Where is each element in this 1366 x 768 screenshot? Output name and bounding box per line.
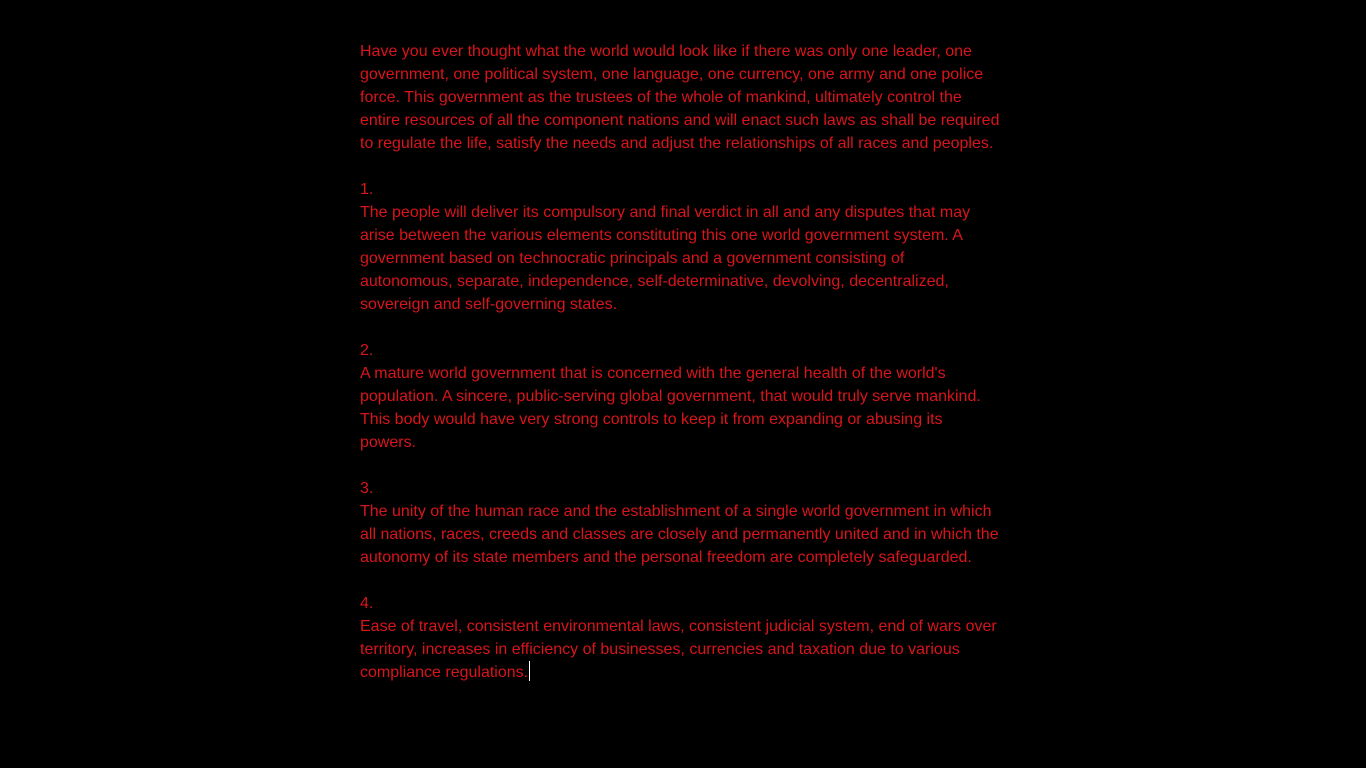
item-number: 2. — [360, 342, 374, 359]
item-number: 1. — [360, 181, 374, 198]
text-caret — [529, 661, 530, 681]
item-number: 4. — [360, 595, 374, 612]
item-text: The people will deliver its compulsory and final verdict in all and any disputes that may arise between the various elements constituting this one world government system. A government based on technocratic principals and a government consisting of autonomous, separate, independence, self-determinative, devolving, decentralized, sovereign and self-governing states. — [360, 204, 971, 313]
list-item — [360, 178, 1000, 316]
list-item — [360, 592, 1000, 684]
item-text: The unity of the human race and the establishment of a single world government in which all nations, races, creeds and classes are closely and permanently united and in which the autonomy of its state members and the personal freedom are completely safeguarded. — [360, 503, 999, 566]
item-text: Ease of travel, consistent environmental laws, consistent judicial system, end of wars over territory, increases in efficiency of businesses, currencies and taxation due to various compliance regulations. — [360, 618, 997, 681]
intro-paragraph: Have you ever thought what the world would look like if there was only one leader, one government, one political system, one language, one currency, one army and one police force. This government as the trustees of the whole of mankind, ultimately control the entire resources of all the component nations and will enact such laws as shall be required to regulate the life, satisfy the needs and adjust the relationships of all races and peoples. — [360, 43, 1000, 152]
list-item — [360, 477, 1000, 569]
document-body[interactable] — [360, 40, 1000, 707]
item-text: A mature world government that is concerned with the general health of the world's population. A sincere, public-serving global government, that would truly serve mankind. This body would have very strong controls to keep it from expanding or abusing its powers. — [360, 365, 981, 451]
item-number: 3. — [360, 480, 374, 497]
list-item — [360, 339, 1000, 454]
